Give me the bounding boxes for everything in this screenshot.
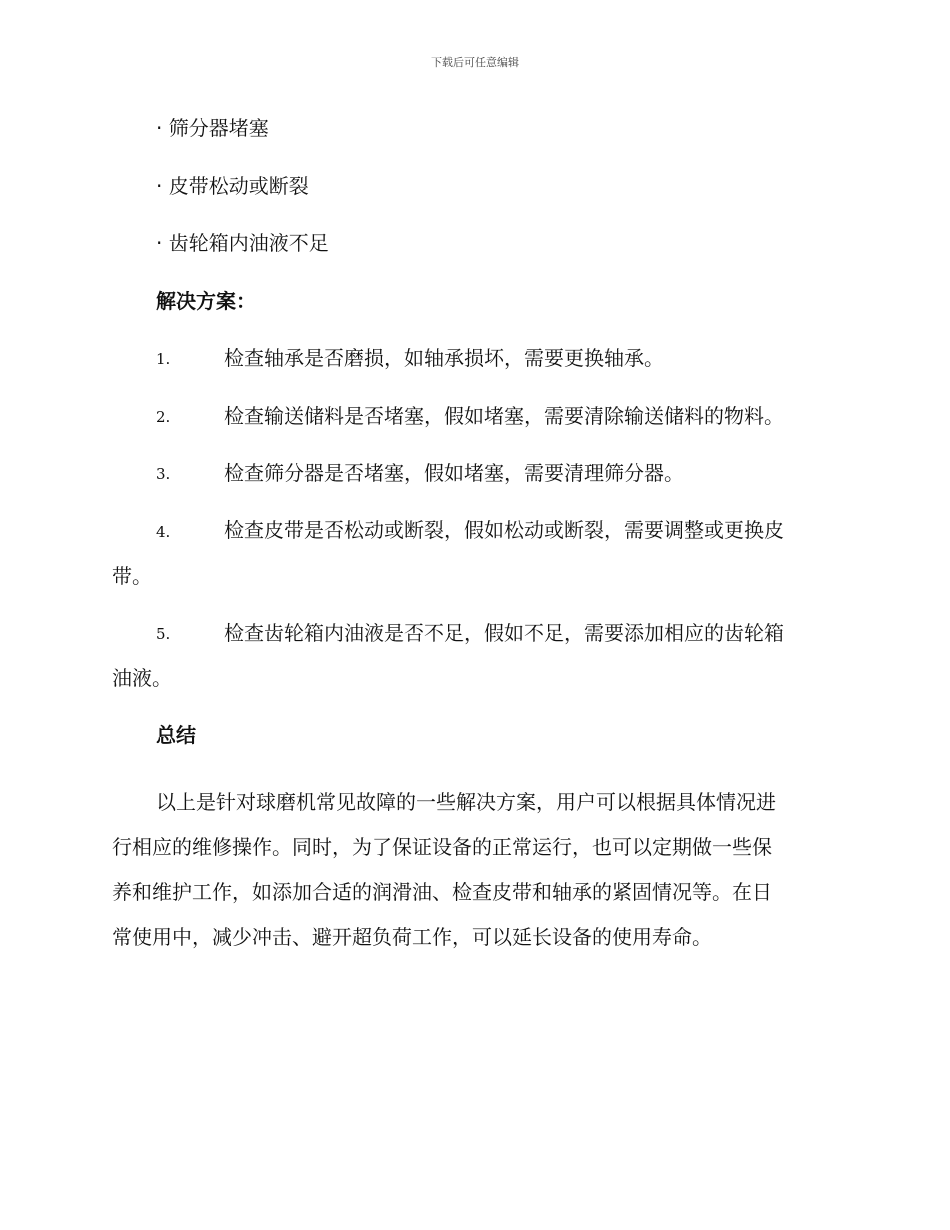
step-text: 检查齿轮箱内油液是否不足，假如不足，需要添加相应的齿轮箱 [224, 621, 784, 645]
summary-line: 养和维护工作，如添加合适的润滑油、检查皮带和轴承的紧固情况等。在日 [112, 880, 772, 904]
page-header-note: 下载后可任意编辑 [431, 56, 519, 69]
summary-line: 以上是针对球磨机常见故障的一些解决方案，用户可以根据具体情况进 [156, 790, 776, 814]
step-text: 检查输送储料是否堵塞，假如堵塞，需要清除输送储料的物料。 [224, 404, 784, 428]
step-number: 1. [156, 350, 171, 368]
summary-line: 常使用中，减少冲击、避开超负荷工作，可以延长设备的使用寿命。 [112, 925, 712, 949]
step-text: 检查轴承是否磨损，如轴承损坏，需要更换轴承。 [224, 346, 664, 370]
bullet-item: · 齿轮箱内油液不足 [156, 231, 329, 255]
summary-heading: 总结 [156, 723, 196, 747]
bullet-item: · 皮带松动或断裂 [156, 174, 309, 198]
step-number: 2. [156, 408, 171, 426]
summary-paragraph [112, 780, 837, 960]
step-number: 3. [156, 465, 171, 483]
step-number: 5. [156, 625, 171, 643]
step-text: 检查筛分器是否堵塞，假如堵塞，需要清理筛分器。 [224, 461, 684, 485]
step-text-continued: 带。 [112, 564, 152, 588]
step-number: 4. [156, 523, 171, 541]
step-text: 检查皮带是否松动或断裂，假如松动或断裂，需要调整或更换皮 [224, 518, 784, 542]
solution-heading: 解决方案： [156, 289, 256, 313]
bullet-item: · 筛分器堵塞 [156, 116, 269, 140]
summary-line: 行相应的维修操作。同时，为了保证设备的正常运行，也可以定期做一些保 [112, 835, 772, 859]
step-text-continued: 油液。 [112, 666, 172, 690]
